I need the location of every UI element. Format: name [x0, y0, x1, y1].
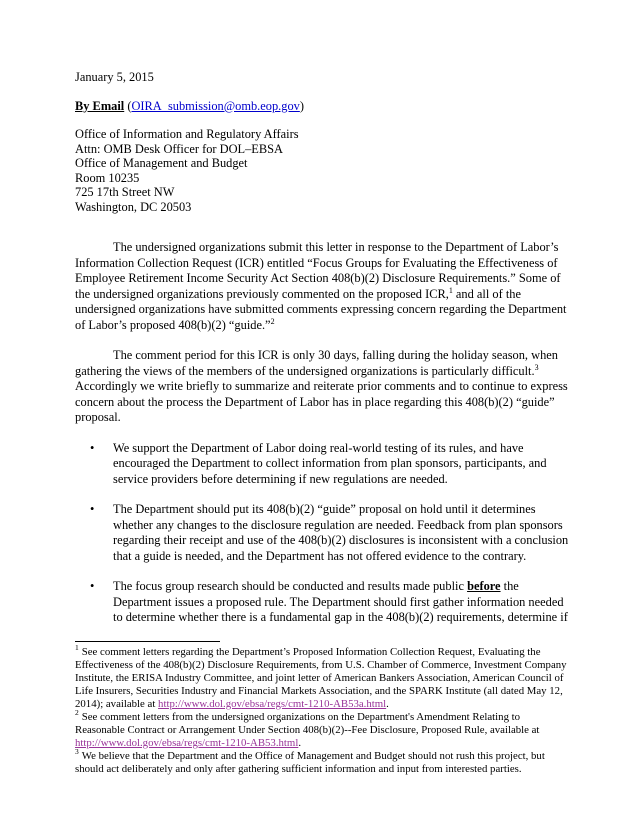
- footnote-1-period: .: [386, 697, 389, 710]
- footnote-3: [75, 746, 570, 776]
- bullet-icon: •: [90, 579, 95, 593]
- footnote-2-text: See comment letters from the undersigned organizations on the Department's Amendment Relating to Reasonable Contract or Arrangement Under Section 408(b)(2)--Fee Disclosure, Proposed Rule, available at: [75, 710, 540, 736]
- address-line-attn: Attn: OMB Desk Officer for DOL–EBSA: [75, 141, 283, 156]
- bullet-focus-group-text-2: the Department issues a proposed rule. The Department should first gather information needed to determine whether there is a fundamental gap in the 408(b)(2) requirements, determine if: [113, 579, 568, 624]
- footnote-1: [75, 642, 570, 711]
- address-line-office-oira: Office of Information and Regulatory Affairs: [75, 127, 299, 141]
- footnote-3-marker: 3: [75, 746, 79, 756]
- footnote-2-marker: 2: [75, 707, 79, 717]
- footnote-ref-2: 2: [270, 316, 275, 326]
- before-emphasis: before: [467, 579, 501, 593]
- bullet-text-hold: The Department should put its 408(b)(2) “guide” proposal on hold until it determines whether any changes to the disclosure regulation are needed. Feedback from plan sponsors regarding their receipt and use of the 408(b)(2) disclosures is inconsistent with a conclusion that a guide is needed, and the Department has not offered evidence to the contrary.: [113, 502, 569, 563]
- paragraph-intro: [75, 240, 570, 333]
- bullet-list: [75, 441, 570, 626]
- bullet-icon: •: [90, 440, 95, 455]
- email-link[interactable]: OIRA_submission@omb.eop.gov: [131, 98, 300, 113]
- paragraph-comment-period-text-2: Accordingly we write briefly to summarize and reiterate prior comments and to continue to express concern about the process the Department of Labor has in place regarding this 408(b)(2) “guide” proposal.: [75, 379, 568, 424]
- footnote-3-text: We believe that the Department and the Office of Management and Budget should not rush this project, but should act deliberately and only after gathering sufficient information and input from interested parties.: [75, 749, 545, 775]
- paragraph-intro-text: The undersigned organizations submit this letter in response to the Department of Labor’s Information Collection Request (ICR) entitled “Focus Groups for Evaluating the Effectiveness of Employee Retirement Income Security Act Section 408(b)(2) Disclosure Requirements.” Some of the undersigned organizations previously commented on the proposed ICR,: [75, 240, 561, 301]
- paragraph-intro-text-2: and all of the undersigned organizations have submitted comments expressing concern regarding the Department of Labor’s proposed 408(b)(2) “guide.”: [75, 286, 567, 332]
- bullet-icon: •: [90, 502, 95, 516]
- address-line-street: 725 17th Street NW: [75, 185, 175, 199]
- footnote-1-link[interactable]: http://www.dol.gov/ebsa/regs/cmt-1210-AB53a.html: [158, 697, 387, 710]
- recipient-address: [75, 127, 570, 214]
- footnote-2: [75, 707, 570, 750]
- letter-date: January 5, 2015: [75, 70, 154, 84]
- bullet-item-testing: [90, 441, 570, 488]
- footnote-ref-3: 3: [534, 362, 539, 372]
- address-line-omb: Office of Management and Budget: [75, 156, 248, 170]
- footnotes-section: [75, 642, 570, 776]
- bullet-item-hold: [90, 502, 570, 564]
- delivery-method-line: [75, 99, 570, 115]
- footnote-separator: [75, 641, 220, 642]
- bullet-focus-group-text-1: The focus group research should be conducted and results made public: [113, 579, 468, 593]
- bullet-text-testing: We support the Department of Labor doing real-world testing of its rules, and have encouraged the Department to collect information from plan sponsors, participants, and service providers before determining if new regulations are needed.: [113, 440, 547, 486]
- by-email-paren-close: ): [299, 98, 304, 113]
- footnote-2-period: .: [298, 736, 302, 749]
- bullet-item-focus-group: [90, 579, 570, 626]
- by-email-paren-open: (: [124, 98, 132, 113]
- bullet-text-focus-group: [113, 579, 570, 626]
- footnote-ref-1: 1: [448, 285, 453, 295]
- address-line-city: Washington, DC 20503: [75, 199, 192, 214]
- footnote-2-link[interactable]: http://www.dol.gov/ebsa/regs/cmt-1210-AB53.html: [75, 736, 299, 749]
- address-line-room: Room 10235: [75, 170, 140, 185]
- footnote-1-marker: 1: [75, 642, 79, 652]
- by-email-label: By Email: [75, 98, 125, 113]
- footnote-1-text: See comment letters regarding the Department’s Proposed Information Collection Request, Evaluating the Effectiveness of the 408(b)(2) Disclosure Requirements, from U.S. Chamber of Commerce, Investment Company Institute, the ERISA Industry Committee, and joint letter of American Bankers Association, American Council of Life Insurers, Securities Industry and Financial Markets Association, and the SPARK Institute (all dated May 12, 2014); available at: [75, 645, 567, 710]
- paragraph-comment-period-text: The comment period for this ICR is only 30 days, falling during the holiday season, when gathering the views of the members of the undersigned organizations is particularly difficult.: [75, 348, 558, 378]
- paragraph-comment-period: [75, 348, 570, 426]
